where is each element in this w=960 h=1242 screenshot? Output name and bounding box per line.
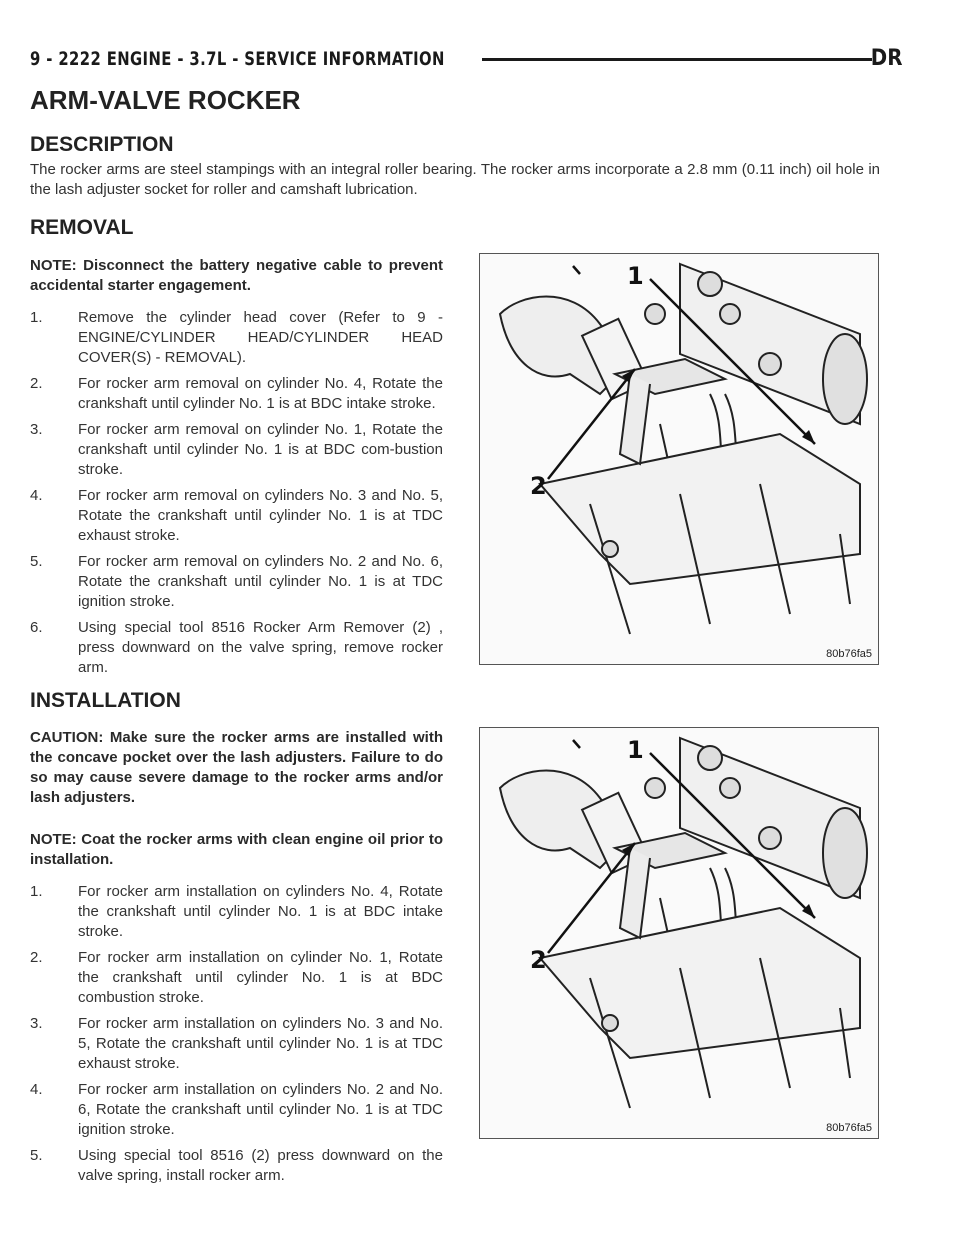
installation-steps — [30, 882, 443, 1186]
removal-step-6: 6. Using special tool 8516 Rocker Arm Remover (2) , press downward on the valve spring, remove rocker arm. — [30, 619, 443, 676]
installation-step-1: 1. For rocker arm installation on cylinders No. 4, Rotate the crankshaft until cylinder No. 1 is at BDC intake stroke. — [30, 883, 443, 940]
page-title: ARM-VALVE ROCKER — [30, 85, 301, 115]
installation-section — [30, 728, 443, 1192]
page-header-title: 9 - 2222 ENGINE - 3.7L - SERVICE INFORMATION — [30, 48, 445, 70]
installation-step-5: 5. Using special tool 8516 (2) press downward on the valve spring, install rocker arm. — [30, 1147, 443, 1184]
header-rule — [482, 58, 872, 61]
removal-step-2: 2. For rocker arm removal on cylinder No. 4, Rotate the crankshaft until cylinder No. 1 is at BDC intake stroke. — [30, 375, 443, 412]
removal-note: NOTE: Disconnect the battery negative cable to prevent accidental starter engagement. — [30, 257, 443, 294]
installation-step-4: 4. For rocker arm installation on cylinders No. 2 and No. 6, Rotate the crankshaft until cylinder No. 1 is at TDC ignition stroke. — [30, 1081, 443, 1138]
installation-heading: INSTALLATION — [30, 689, 181, 712]
installation-note: NOTE: Coat the rocker arms with clean engine oil prior to installation. — [30, 831, 443, 868]
installation-step-3: 3. For rocker arm installation on cylinders No. 3 and No. 5, Rotate the crankshaft until cylinder No. 1 is at TDC exhaust stroke. — [30, 1015, 443, 1072]
figure-code: 80b76fa5 — [826, 1122, 872, 1134]
description-text: The rocker arms are steel stampings with an integral roller bearing. The rocker arms incorporate a 2.8 mm (0.11 inch) oil hole in the lash adjuster socket for roller and camshaft lubrication. — [30, 161, 880, 198]
description-heading: DESCRIPTION — [30, 133, 174, 156]
removal-step-5: 5. For rocker arm removal on cylinders No. 2 and No. 6, Rotate the crankshaft until cylinder No. 1 is at TDC ignition stroke. — [30, 553, 443, 610]
removal-step-3: 3. For rocker arm removal on cylinder No. 1, Rotate the crankshaft until cylinder No. 1 is at BDC com-bustion stroke. — [30, 421, 443, 478]
callout-2: 2 — [530, 472, 547, 500]
header-model-code: DR — [870, 46, 903, 71]
figure-code: 80b76fa5 — [826, 648, 872, 660]
removal-figure — [479, 253, 879, 665]
removal-step-1: 1. Remove the cylinder head cover (Refer to 9 - ENGINE/CYLINDER HEAD/CYLINDER HEAD COVER(S) - REMOVAL). — [30, 309, 443, 366]
installation-figure — [479, 727, 879, 1139]
installation-step-2: 2. For rocker arm installation on cylinder No. 1, Rotate the crankshaft until cylinder No. 1 is at BDC combustion stroke. — [30, 949, 443, 1006]
rocker-arm-illustration — [480, 728, 878, 1138]
installation-caution: CAUTION: Make sure the rocker arms are installed with the concave pocket over the lash adjusters. Failure to do so may cause severe damage to the rocker arms and/or lash adjusters. — [30, 729, 443, 806]
callout-2: 2 — [530, 946, 547, 974]
removal-step-4: 4. For rocker arm removal on cylinders No. 3 and No. 5, Rotate the crankshaft until cylinder No. 1 is at TDC exhaust stroke. — [30, 487, 443, 544]
callout-1: 1 — [627, 262, 644, 290]
callout-1: 1 — [627, 736, 644, 764]
removal-steps — [30, 308, 443, 678]
removal-heading: REMOVAL — [30, 216, 134, 239]
rocker-arm-illustration — [480, 254, 878, 664]
page-header — [30, 44, 930, 74]
removal-section — [30, 256, 443, 684]
